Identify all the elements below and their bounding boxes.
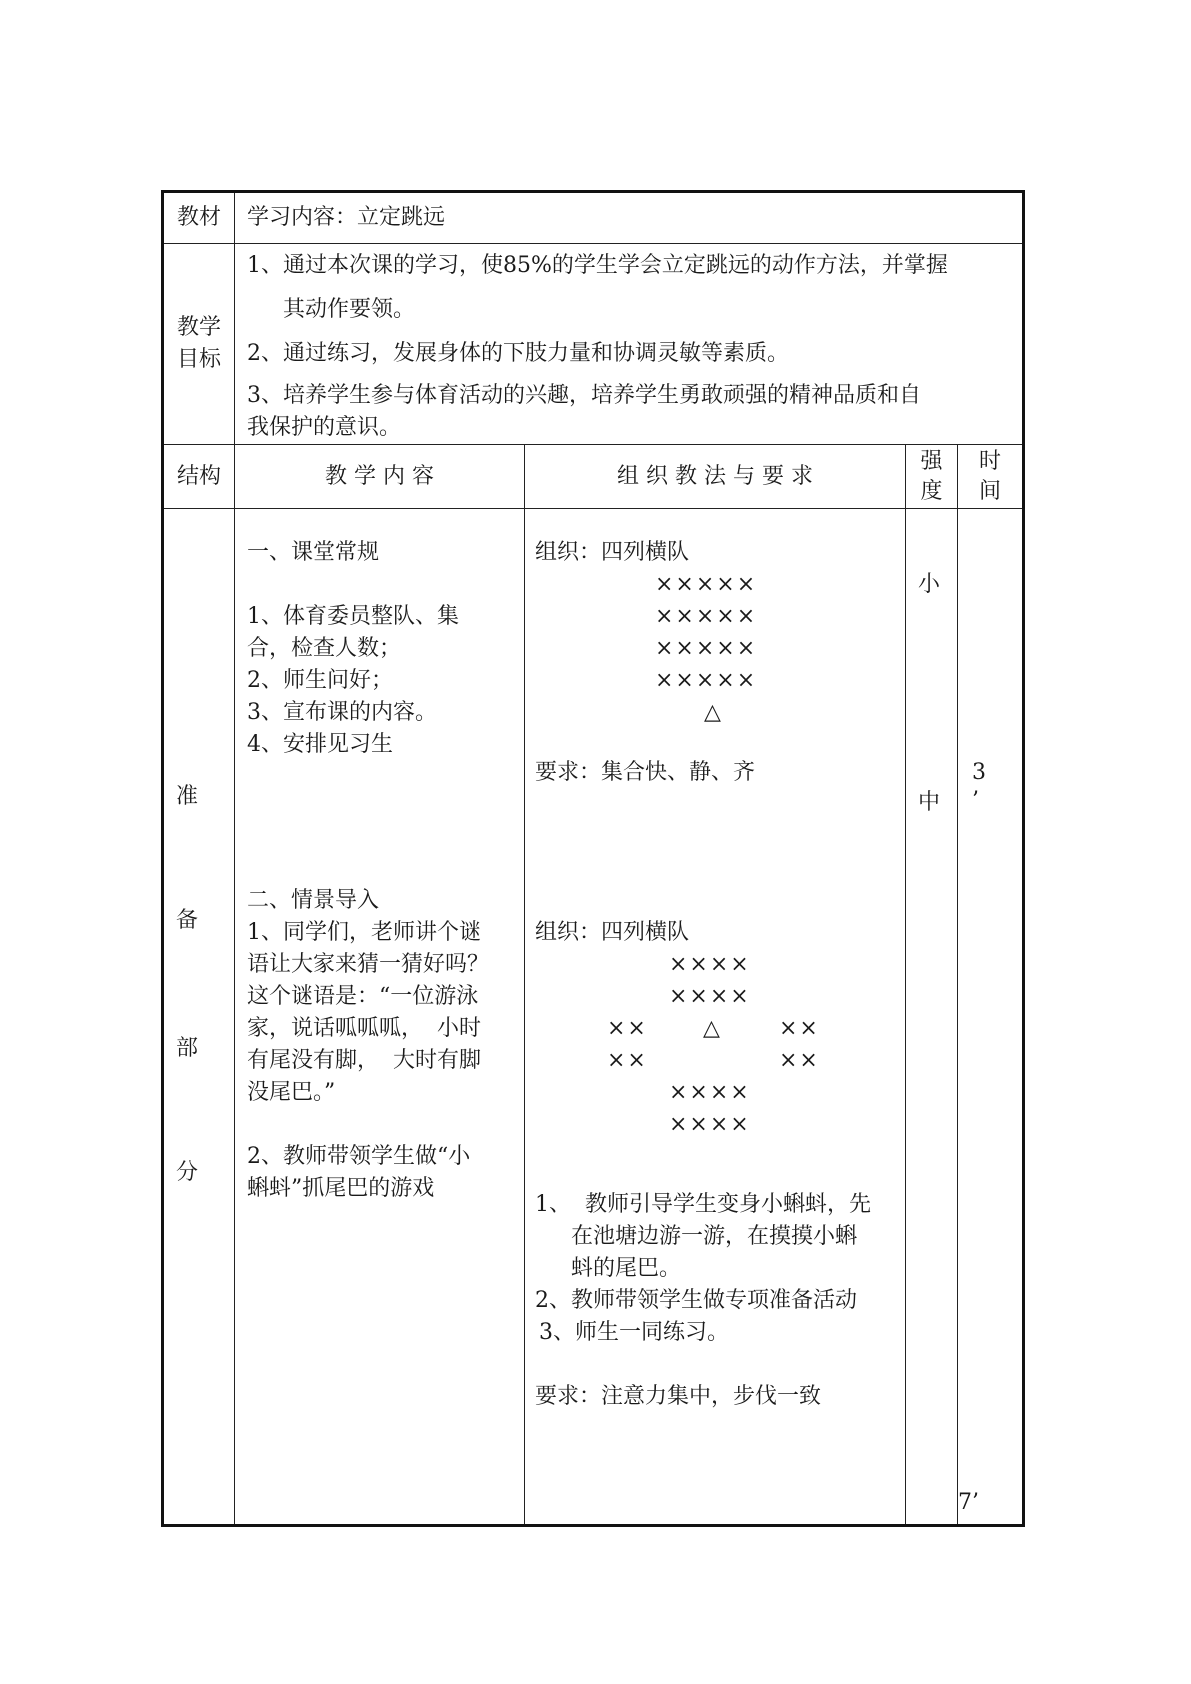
prep-method-cell xyxy=(525,509,906,1526)
objectives-label-cell xyxy=(163,244,235,445)
material-row xyxy=(163,192,1024,244)
routine-item: 合，检查人数； xyxy=(247,636,402,661)
time-value-line1: 3 xyxy=(972,760,986,785)
time-value-line2: ’ xyxy=(972,788,979,813)
formation2-left: ×× xyxy=(607,1016,648,1041)
objectives-label-line1: 教学 xyxy=(176,315,221,340)
formation2-row: ×××× xyxy=(669,952,751,977)
objective-item: 我保护的意识。 xyxy=(247,415,402,440)
scene-item: 没尾巴。” xyxy=(247,1080,336,1105)
formation1-row: ××××× xyxy=(655,572,758,597)
header-intensity-line1: 强 xyxy=(920,448,943,474)
formation1-row: ××××× xyxy=(655,604,758,629)
intensity-value: 小 xyxy=(918,572,941,597)
method-step: 2、教师带领学生做专项准备活动 xyxy=(535,1288,857,1313)
scene-item: 这个谜语是：“一位游泳 xyxy=(247,984,479,1009)
prep-section-row xyxy=(163,509,1024,1526)
scene-title: 二、情景导入 xyxy=(247,888,380,913)
routine-item: 4、安排见习生 xyxy=(247,732,393,757)
formation2-row: ×××× xyxy=(669,984,751,1009)
header-time-line2: 间 xyxy=(979,478,1002,504)
game-item: 2、教师带领学生做“小 xyxy=(247,1144,471,1169)
header-method xyxy=(525,445,906,509)
routine-item: 3、宣布课的内容。 xyxy=(247,700,437,725)
header-method-text: 组 织 教 法 与 要 求 xyxy=(617,463,813,489)
header-intensity xyxy=(906,445,958,509)
header-intensity-line2: 度 xyxy=(920,478,943,504)
objective-item: 2、通过练习，发展身体的下肢力量和协调灵敏等素质。 xyxy=(247,341,789,366)
material-content: 学习内容：立定跳远 xyxy=(247,205,446,230)
header-time-line1: 时 xyxy=(979,448,1002,474)
routine-title: 一、课堂常规 xyxy=(247,540,380,565)
method-step: 在池塘边游一游，在摸摸小蝌 xyxy=(571,1224,858,1249)
formation2-left: ×× xyxy=(607,1048,648,1073)
header-row xyxy=(163,445,1024,509)
scene-item: 语让大家来猜一猜好吗？ xyxy=(247,952,490,977)
org-label-1: 组织：四列横队 xyxy=(535,540,690,565)
requirement-1: 要求：集合快、静、齐 xyxy=(535,760,756,785)
scene-item: 家，说话呱呱呱， 小时 xyxy=(247,1016,481,1041)
intensity-value: 中 xyxy=(918,790,941,815)
header-time xyxy=(958,445,1024,509)
prep-intensity-cell xyxy=(906,509,958,1526)
scene-item: 1、同学们，老师讲个谜 xyxy=(247,920,481,945)
prep-label-cell xyxy=(163,509,235,1526)
objective-item: 1、通过本次课的学习，使85%的学生学会立定跳远的动作方法，并掌握 xyxy=(247,253,948,278)
formation2-row: ×××× xyxy=(669,1080,751,1105)
method-step: 3、师生一同练习。 xyxy=(539,1320,729,1345)
prep-label-char: 分 xyxy=(176,1160,199,1185)
material-content-cell xyxy=(235,192,1024,244)
method-step: 1、 教师引导学生变身小蝌蚪，先 xyxy=(535,1192,871,1217)
material-label-cell xyxy=(163,192,235,244)
formation2-row: ×××× xyxy=(669,1112,751,1137)
formation1-row: ××××× xyxy=(655,668,758,693)
header-content-text: 教 学 内 容 xyxy=(325,463,434,489)
teacher-triangle-icon: △ xyxy=(703,1016,720,1041)
org-label-2: 组织：四列横队 xyxy=(535,920,690,945)
teacher-triangle-icon: △ xyxy=(704,700,721,725)
formation1-row: ××××× xyxy=(655,636,758,661)
objectives-label-line2: 目标 xyxy=(176,347,221,372)
requirement-2: 要求：注意力集中，步伐一致 xyxy=(535,1384,822,1409)
prep-label-char: 部 xyxy=(176,1036,199,1061)
scene-item: 有尾没有脚， 大时有脚 xyxy=(247,1048,481,1073)
header-structure-text: 结构 xyxy=(176,463,221,489)
header-content xyxy=(235,445,525,509)
routine-item: 2、师生问好； xyxy=(247,668,393,693)
method-step: 蚪的尾巴。 xyxy=(571,1256,682,1281)
objective-item: 其动作要领。 xyxy=(283,297,416,322)
prep-time-cell xyxy=(958,509,1024,1526)
routine-item: 1、体育委员整队、集 xyxy=(247,604,459,629)
time-value: 7’ xyxy=(958,1490,979,1515)
material-label: 教材 xyxy=(176,205,221,230)
prep-content-cell xyxy=(235,509,525,1526)
header-structure xyxy=(163,445,235,509)
objectives-content-cell xyxy=(235,244,1024,445)
objective-item: 3、培养学生参与体育活动的兴趣，培养学生勇敢顽强的精神品质和自 xyxy=(247,383,921,408)
prep-label-char: 准 xyxy=(176,784,199,809)
prep-label-char: 备 xyxy=(176,908,199,933)
game-item: 蝌蚪”抓尾巴的游戏 xyxy=(247,1176,435,1201)
lesson-plan-table xyxy=(161,190,1025,1527)
lesson-plan-sheet xyxy=(161,190,1022,1514)
formation2-right: ×× xyxy=(779,1016,820,1041)
formation2-right: ×× xyxy=(779,1048,820,1073)
objectives-row xyxy=(163,244,1024,445)
